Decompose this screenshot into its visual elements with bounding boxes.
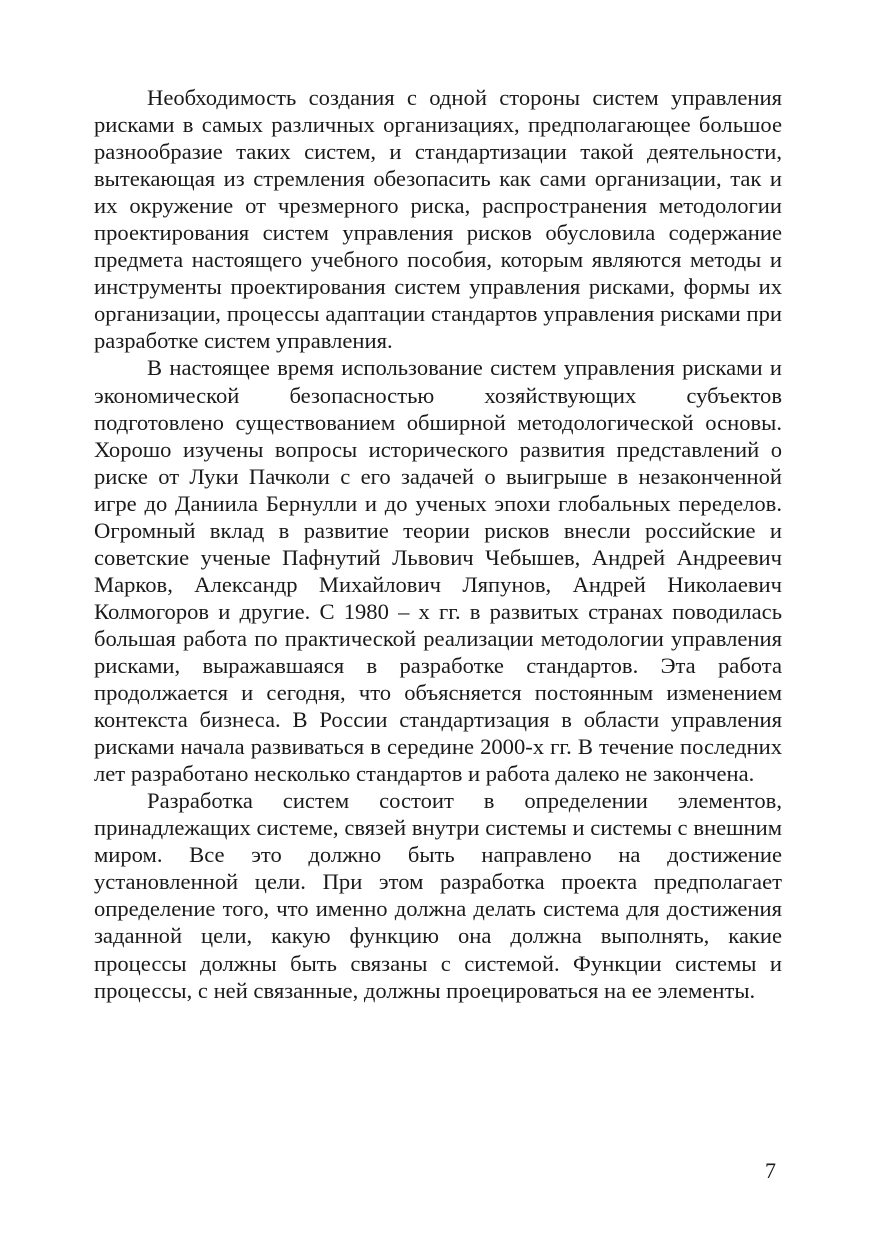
body-text [94, 84, 782, 1004]
page-number: 7 [765, 1158, 776, 1183]
paragraph-2: В настоящее время использование систем управления рисками и экономической безопасностью хозяйствующих субъектов подготовлено существованием обширной методологической основы. Хорошо изучены вопросы исторического развития представлений о риске от Луки Пачколи с его задачей о выигрыше в незаконченной игре до Даниила Бернулли и до ученых эпохи глобальных переделов. Огромный вклад в развитие теории рисков внесли российские и советские ученые Пафнутий Львович Чебышев, Андрей Андреевич Марков, Александр Михайлович Ляпунов, Андрей Николаевич Колмогоров и другие. С 1980 – х гг. в развитых странах поводилась большая работа по практической реализации методологии управления рисками, выражавшаяся в разработке стандартов. Эта работа продолжается и сегодня, что объясняется постоянным изменением контекста бизнеса. В России стандартизация в области управления рисками начала развиваться в середине 2000-х гг. В течение последних лет разработано несколько стандартов и работа далеко не закончена. [94, 355, 782, 787]
paragraph-1: Необходимость создания с одной стороны систем управления рисками в самых различных организациях, предполагающее большое разнообразие таких систем, и стандартизации такой деятельности, вытекающая из стремления обезопасить как сами организации, так и их окружение от чрезмерного риска, распространения методологии проектирования систем управления рисков обусловила содержание предмета настоящего учебного пособия, которым являются методы и инструменты проектирования систем управления рисками, формы их организации, процессы адаптации стандартов управления рисками при разработке систем управления. [94, 85, 782, 354]
paragraph-3: Разработка систем состоит в определении элементов, принадлежащих системе, связей внутри системы и системы с внешним миром. Все это должно быть направлено на достижение установленной цели. При этом разработка проекта предполагает определение того, что именно должна делать система для достижения заданной цели, какую функцию она должна выполнять, какие процессы должны быть связаны с системой. Функции системы и процессы, с ней связанные, должны проецироваться на ее элементы. [94, 788, 782, 1003]
